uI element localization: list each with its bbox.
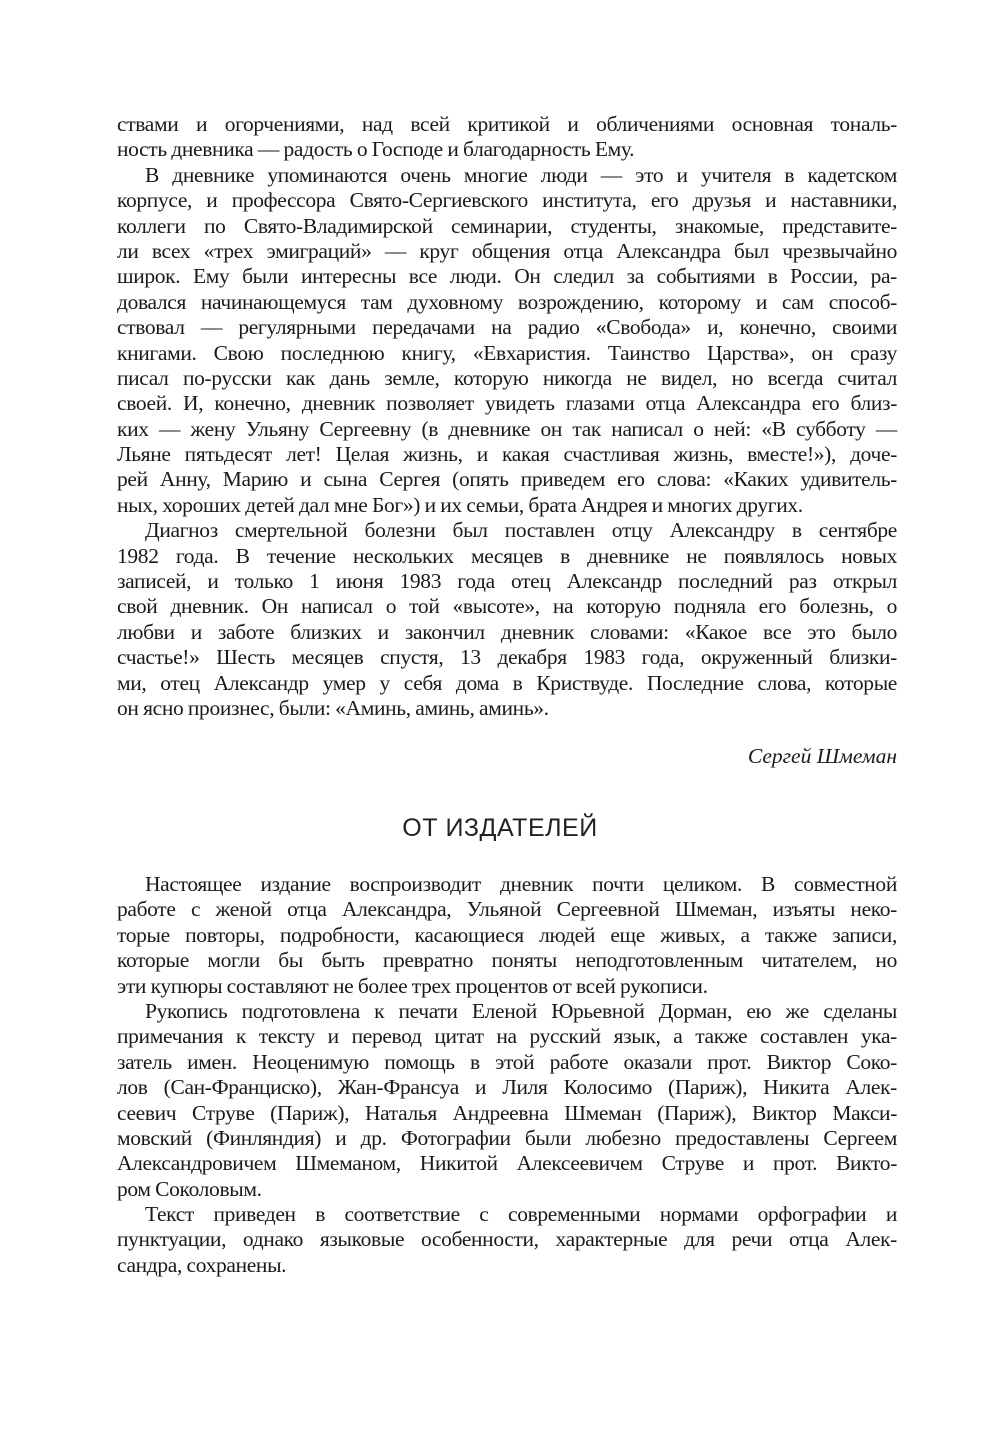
text-line: Льяне пятьдесят лет! Целая жизнь, и какая счастливая жизнь, вместе!»), доче-: [117, 442, 897, 467]
text-line: примечания к тексту и перевод цитат на русский язык, а также составлен ука-: [117, 1024, 897, 1049]
text-line: которые могли бы быть превратно поняты неподготовленным читателем, но: [117, 948, 897, 973]
text-line: рей Анну, Марию и сына Сергея (опять приведем его слова: «Каких удивитель-: [117, 467, 897, 492]
paragraph: [117, 872, 897, 999]
text-line: сеевич Струве (Париж), Наталья Андреевна Шмеман (Париж), Виктор Макси-: [117, 1100, 897, 1125]
text-line: 1982 года. В течение нескольких месяцев в дневнике не появлялось новых: [117, 543, 897, 568]
paragraph: [117, 1202, 897, 1278]
text-line: ли всех «трех эмиграций» — круг общения отца Александра был чрезвычайно: [117, 238, 897, 263]
text-line: пунктуации, однако языковые особенности, характерные для речи отца Алек-: [117, 1227, 897, 1252]
text-line: мовский (Финляндия) и др. Фотографии были любезно предоставлены Сергеем: [117, 1125, 897, 1150]
text-line: коллеги по Свято-Владимирской семинарии, студенты, знакомые, представите-: [117, 213, 897, 238]
text-line: ных, хороших детей дал мне Бог») и их семьи, брата Андрея и многих других.: [117, 492, 803, 517]
text-line: лов (Сан-Франциско), Жан-Франсуа и Лиля Колосимо (Париж), Никита Алек-: [117, 1075, 897, 1100]
publishers-note-text: [117, 872, 897, 1278]
text-line: ствовал — регулярными передачами на радио «Свобода» и, конечно, своими: [117, 315, 897, 340]
text-line: он ясно произнес, были: «Аминь, аминь, аминь».: [117, 695, 549, 720]
paragraph: [117, 518, 897, 721]
paragraph: [117, 163, 897, 518]
text-line: сандра, сохранены.: [117, 1252, 287, 1277]
text-line: Настоящее издание воспроизводит дневник почти целиком. В совместной: [145, 872, 897, 896]
text-line: писал по-русски как дань земле, которую никогда не видел, но всегда считал: [117, 365, 897, 390]
text-line: ность дневника — радость о Господе и благодарность Ему.: [117, 137, 635, 162]
text-line: Александровичем Шмеманом, Никитой Алексеевичем Струве и прот. Викто-: [117, 1151, 897, 1176]
text-line: ких — жену Ульяну Сергеевну (в дневнике он так написал о ней: «В субботу —: [117, 416, 897, 441]
text-line: довался начинающемуся там духовному возрождению, которому и сам способ-: [117, 289, 897, 314]
text-line: затель имен. Неоценимую помощь в этой работе оказали прот. Виктор Соко-: [117, 1049, 897, 1074]
text-line: торые повторы, подробности, касающиеся людей еще живых, а также записи,: [117, 922, 897, 947]
text-line: книгами. Свою последнюю книгу, «Евхаристия. Таинство Царства», он сразу: [117, 340, 897, 365]
text-line: корпусе, и профессора Свято-Сергиевского института, его друзья и наставники,: [117, 188, 897, 213]
text-line: В дневнике упоминаются очень многие люди — это и учителя в кадетском: [145, 162, 897, 187]
text-line: Рукопись подготовлена к печати Еленой Юрьевной Дорман, ею же сделаны: [145, 998, 897, 1023]
text-line: ром Соколовым.: [117, 1176, 262, 1201]
text-line: Текст приведен в соответствие с современными нормами орфографии и: [145, 1202, 897, 1227]
paragraph: [117, 112, 897, 163]
paragraph: [117, 999, 897, 1202]
text-line: ми, отец Александр умер у себя дома в Криствуде. Последние слова, которые: [117, 670, 897, 695]
text-line: работе с женой отца Александра, Ульяной Сергеевной Шмеман, изъяты неко-: [117, 897, 897, 922]
signature: Сергей Шмеман: [747, 744, 897, 768]
text-line: Диагноз смертельной болезни был поставлен отцу Александру в сентябре: [145, 518, 897, 543]
text-line: широк. Ему были интересны все люди. Он следил за событиями в России, ра-: [117, 264, 897, 289]
text-line: ствами и огорчениями, над всей критикой и обличениями основная тональ-: [117, 112, 897, 136]
text-line: свой дневник. Он написал о той «высоте», на которую подняла его болезнь, о: [117, 594, 897, 619]
foreword-text: [117, 112, 897, 721]
text-line: любви и заботе близких и закончил дневник словами: «Какое все это было: [117, 619, 897, 644]
section-heading: ОТ ИЗДАТЕЛЕЙ: [402, 814, 598, 842]
text-line: записей, и только 1 июня 1983 года отец Александр последний раз открыл: [117, 569, 897, 594]
text-line: счастье!» Шесть месяцев спустя, 13 декабря 1983 года, окруженный близки-: [117, 645, 897, 670]
text-line: эти купюры составляют не более трех процентов от всей рукописи.: [117, 973, 708, 998]
text-line: своей. И, конечно, дневник позволяет увидеть глазами отца Александра его близ-: [117, 391, 897, 416]
